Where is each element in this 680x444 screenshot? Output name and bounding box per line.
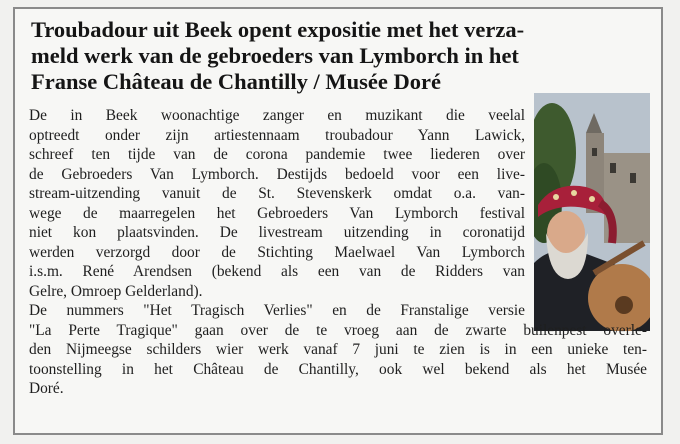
body-line: de Gebroeders Van Lymborch. Destijds bedoeld voor een live- [29, 165, 525, 183]
body-line: niet kon plaatsvinden. De livestream uitzending in coronatijd [29, 224, 525, 241]
body-line: Doré. [29, 380, 64, 397]
headline-line: meld werk van de gebroeders van Lymborch in het [31, 43, 519, 68]
body-line: "La Perte Tragique" gaan over de te vroeg aan de zwarte builenpest overle- [29, 321, 647, 339]
body-line: werden verzorgd door de Stichting Maelwael Van Lymborch [29, 243, 525, 261]
body-line: i.s.m. René Arendsen (bekend als een van de Ridders van [29, 263, 525, 280]
body-line: den Nijmeegse schilders wier werk vanaf 7 juni te zien is in een unieke ten- [29, 341, 647, 358]
body-line: stream-uitzending vanuit de St. Stevenskerk omdat o.a. van- [29, 185, 525, 202]
article-body [29, 106, 649, 399]
article-headline [31, 17, 651, 95]
headline-line: Troubadour uit Beek opent expositie met het verza- [31, 17, 525, 42]
body-line: toonstelling in het Château de Chantilly, ook wel bekend als het Musée [29, 360, 647, 378]
body-line: De in Beek woonachtige zanger en muzikant die veelal [29, 107, 525, 124]
body-line: schreef ten tijde van de corona pandemie twee liederen over [29, 146, 525, 163]
headline-line: Franse Château de Chantilly / Musée Doré [31, 69, 441, 94]
body-line: wege de maarregelen het Gebroeders Van Lymborch festival [29, 204, 525, 222]
body-line: De nummers "Het Tragisch Verlies" en de Franstalige versie [29, 302, 525, 319]
body-line: optreedt onder zijn artiestennaam troubadour Yann Lawick, [29, 126, 525, 144]
body-line: Gelre, Omroep Gelderland). [29, 282, 203, 300]
article-frame [13, 7, 663, 435]
